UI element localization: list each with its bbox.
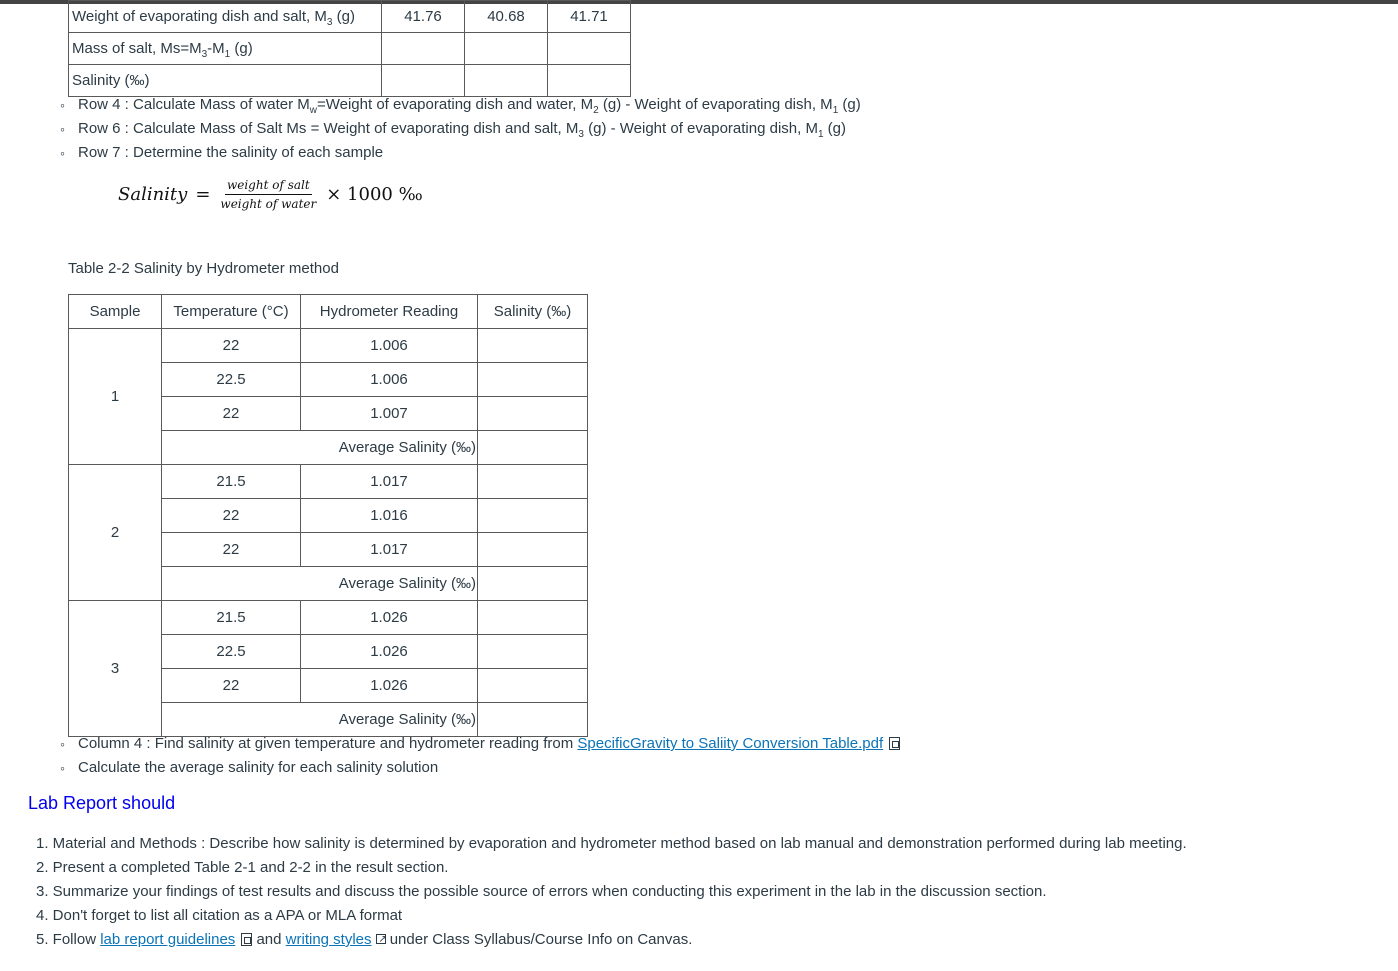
table-cell: 41.71 <box>548 1 631 33</box>
list-item: ◦ Row 6 : Calculate Mass of Salt Ms = Weight of evaporating dish and salt, $M_3$ (g) - Weight of evaporating dish, $M_1$ (g) <box>60 117 861 141</box>
temperature-cell: 22.5 <box>162 635 301 669</box>
report-item-text: under Class Syllabus/Course Info on Canvas. <box>385 931 693 948</box>
reading-cell: 1.007 <box>301 397 478 431</box>
salinity-cell <box>478 329 588 363</box>
table-cell <box>548 33 631 65</box>
salinity-cell <box>478 397 588 431</box>
table-cell <box>382 65 465 97</box>
header-temperature: Temperature (°C) <box>162 295 301 329</box>
temperature-cell: 22 <box>162 669 301 703</box>
list-item-text: Column 4 : Find salinity at given temperature and hydrometer reading from <box>78 735 578 752</box>
table-header-row <box>69 295 588 329</box>
reading-cell: 1.006 <box>301 363 478 397</box>
table-cell: 41.76 <box>382 1 465 33</box>
header-sample: Sample <box>69 295 162 329</box>
sample-id: 1 <box>69 329 162 465</box>
report-item-text: and <box>256 931 286 948</box>
reading-cell: 1.026 <box>301 635 478 669</box>
reading-cell: 1.026 <box>301 601 478 635</box>
table-cell <box>465 33 548 65</box>
average-salinity-cell <box>478 567 588 601</box>
average-salinity-label: Average Salinity (‰) <box>162 567 478 601</box>
instruction-list-1 <box>60 93 861 165</box>
reading-cell: 1.026 <box>301 669 478 703</box>
evaporation-table <box>68 0 631 97</box>
table-cell <box>548 65 631 97</box>
header-hydrometer-reading: Hydrometer Reading <box>301 295 478 329</box>
table-cell <box>382 33 465 65</box>
report-item: 2. Present a completed Table 2-1 and 2-2 in the result section. <box>36 859 449 876</box>
table-row <box>69 329 588 363</box>
sample-id: 2 <box>69 465 162 601</box>
salinity-cell <box>478 669 588 703</box>
temperature-cell: 22 <box>162 533 301 567</box>
formula-rhs: × 1000 ‰ <box>326 184 423 205</box>
salinity-cell <box>478 363 588 397</box>
temperature-cell: 22 <box>162 397 301 431</box>
average-salinity-label: Average Salinity (‰) <box>162 431 478 465</box>
document-icon[interactable] <box>241 933 252 946</box>
list-item: ◦ Row 4 : Calculate Mass of water $M_w=Weight$ of evaporating dish and water, $M_2$ (g) - Weight of evaporating dish, $M_1$ (g) <box>60 93 861 117</box>
table-row <box>69 1 631 33</box>
formula-numerator: weight of salt <box>225 178 312 195</box>
report-item: 4. Don't forget to list all citation as a APA or MLA format <box>36 907 403 924</box>
salinity-formula <box>118 178 423 211</box>
table-cell <box>465 65 548 97</box>
temperature-cell: 22.5 <box>162 363 301 397</box>
sample-id: 3 <box>69 601 162 737</box>
reading-cell: 1.017 <box>301 533 478 567</box>
hydrometer-table <box>68 294 588 737</box>
formula-fraction <box>218 178 318 211</box>
report-item: 3. Summarize your findings of test results and discuss the possible source of errors when conducting this experiment in the lab in the discussion section. <box>36 883 1047 900</box>
list-item-text: Calculate the average salinity for each salinity solution <box>78 759 439 776</box>
temperature-cell: 22 <box>162 329 301 363</box>
salinity-cell <box>478 499 588 533</box>
reading-cell: 1.017 <box>301 465 478 499</box>
salinity-cell <box>478 465 588 499</box>
table-caption: Table 2-2 Salinity by Hydrometer method <box>68 260 339 277</box>
external-link-icon[interactable] <box>376 934 386 944</box>
header-salinity: Salinity (‰) <box>478 295 588 329</box>
temperature-cell: 22 <box>162 499 301 533</box>
temperature-cell: 21.5 <box>162 465 301 499</box>
reading-cell: 1.006 <box>301 329 478 363</box>
lab-report-list <box>36 832 1187 952</box>
table-cell: 40.68 <box>465 1 548 33</box>
row-label: Salinity (‰) <box>69 65 382 97</box>
formula-lhs: Salinity <box>118 184 188 205</box>
instruction-list-2 <box>60 732 900 780</box>
row-label: Mass of salt, $Ms=M_3-M_1$ (g) <box>69 33 382 65</box>
formula-equals: = <box>195 184 211 205</box>
writing-styles-link[interactable]: writing styles <box>285 931 372 948</box>
table-row <box>69 465 588 499</box>
list-item <box>60 732 900 756</box>
salinity-cell <box>478 601 588 635</box>
average-salinity-cell <box>478 431 588 465</box>
report-item <box>36 928 1187 952</box>
table-row <box>69 601 588 635</box>
table-row <box>69 65 631 97</box>
conversion-table-link[interactable]: SpecificGravity to Saliity Conversion Table.pdf <box>577 735 884 752</box>
formula-denominator: weight of water <box>220 197 317 211</box>
list-item: ◦ Row 7 : Determine the salinity of each sample <box>60 141 861 165</box>
reading-cell: 1.016 <box>301 499 478 533</box>
report-item-text: 5. Follow <box>36 931 101 948</box>
average-salinity-label: Average Salinity (‰) <box>162 703 478 737</box>
temperature-cell: 21.5 <box>162 601 301 635</box>
list-item <box>60 756 900 780</box>
salinity-cell <box>478 635 588 669</box>
report-item: 1. Material and Methods : Describe how salinity is determined by evaporation and hydrometer method based on lab manual and demonstration performed during lab meeting. <box>36 835 1187 852</box>
salinity-cell <box>478 533 588 567</box>
lab-report-guidelines-link[interactable]: lab report guidelines <box>100 931 236 948</box>
lab-report-heading: Lab Report should <box>28 793 176 813</box>
row-label: Weight of evaporating dish and salt, $M_3$ (g) <box>69 1 382 33</box>
table-row <box>69 33 631 65</box>
document-icon[interactable] <box>889 737 900 750</box>
